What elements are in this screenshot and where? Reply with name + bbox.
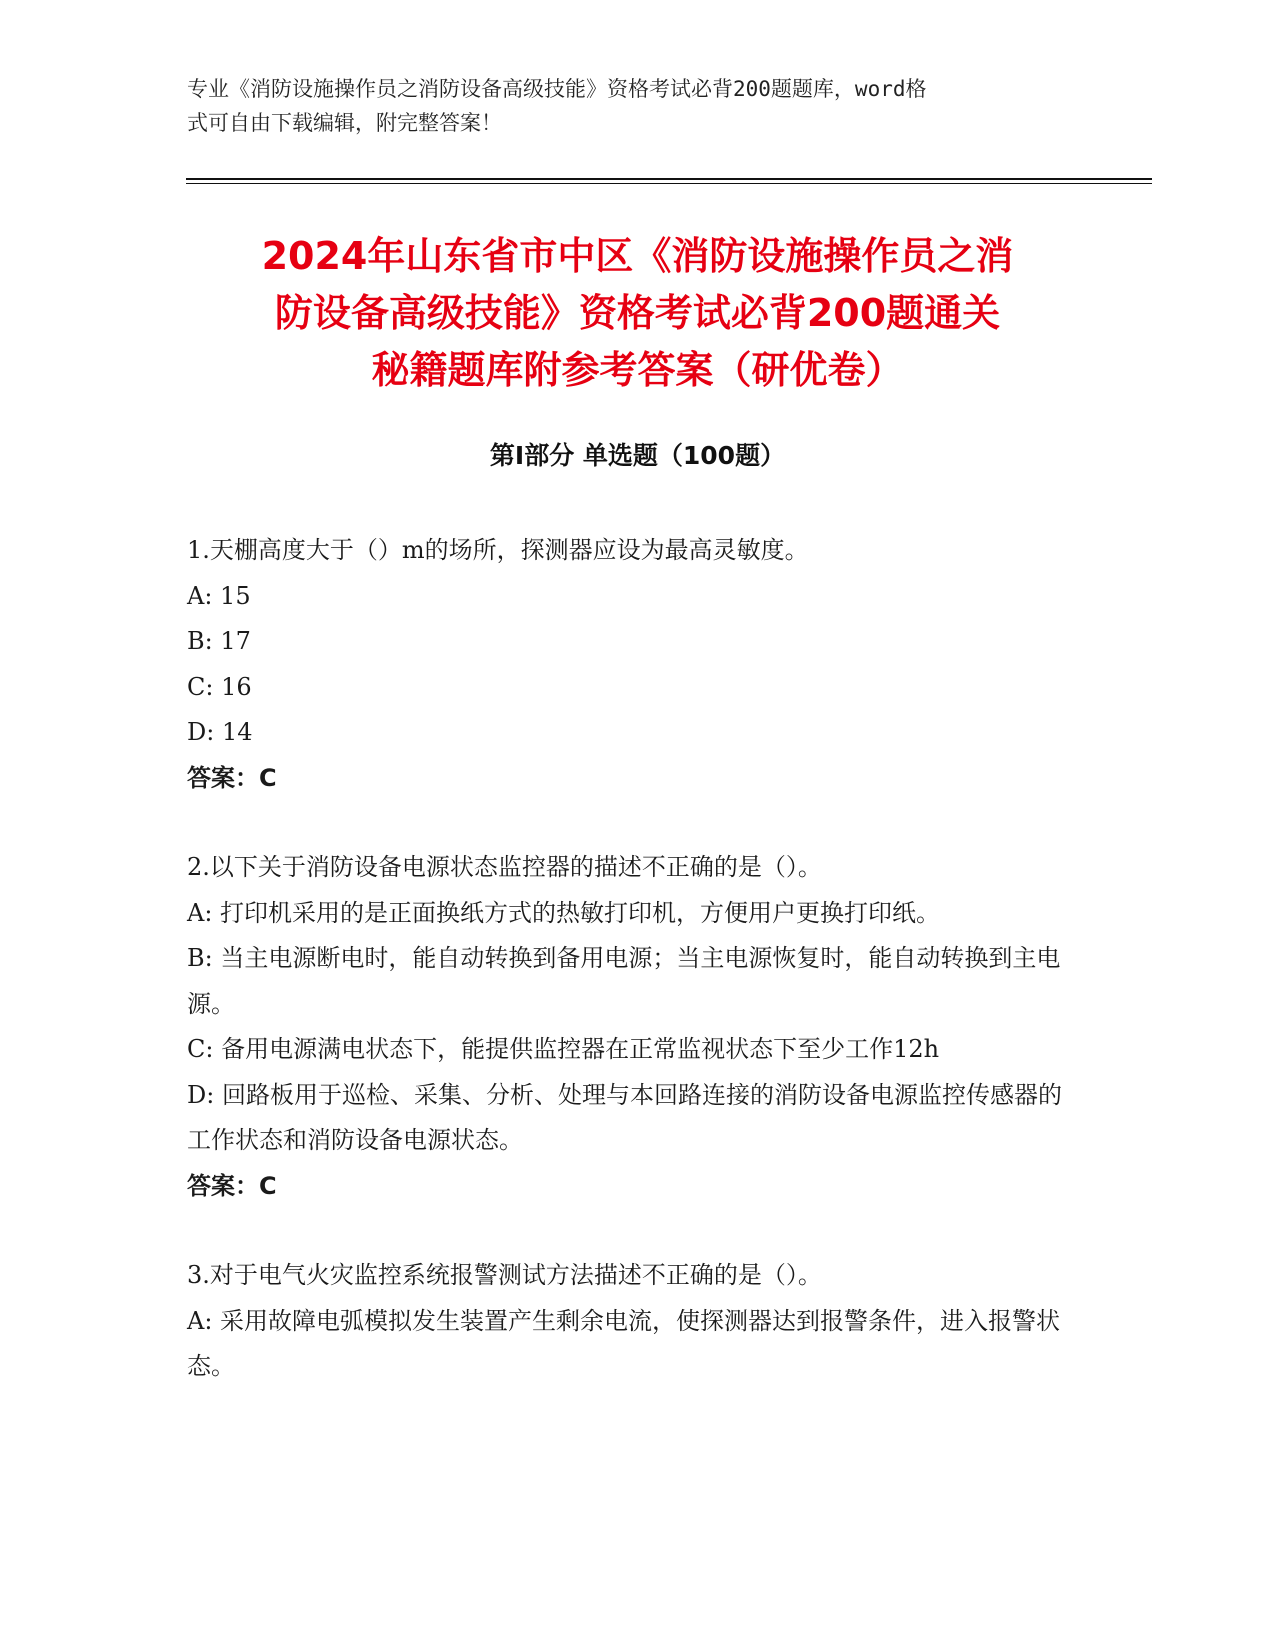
title-line-2: 防设备高级技能》资格考试必背200题通关 <box>274 291 1001 335</box>
header-divider-thick <box>186 178 1152 180</box>
question-2 <box>187 845 1082 1209</box>
section-heading: 第Ⅰ部分 单选题（100题） <box>489 441 786 470</box>
question-list <box>187 528 1082 1434</box>
option-d: D: 回路板用于巡检、采集、分析、处理与本回路连接的消防设备电源监控传感器的工作状态和消防设备电源状态。 <box>187 1080 1062 1154</box>
answer: 答案：C <box>187 763 277 792</box>
option-a: A: 打印机采用的是正面换纸方式的热敏打印机，方便用户更换打印纸。 <box>187 898 941 927</box>
question-1 <box>187 528 1082 801</box>
header-line-2: 式可自由下载编辑，附完整答案！ <box>187 111 502 135</box>
option-d: D: 14 <box>187 718 253 746</box>
header-line-1: 专业《消防设施操作员之消防设备高级技能》资格考试必背200题题库，word格 <box>187 77 927 101</box>
option-c: C: 备用电源满电状态下，能提供监控器在正常监视状态下至少工作12h <box>187 1035 940 1063</box>
option-c: C: 16 <box>187 672 252 701</box>
question-stem: 2.以下关于消防设备电源状态监控器的描述不正确的是（）。 <box>187 853 822 881</box>
option-b: B: 当主电源断电时，能自动转换到备用电源；当主电源恢复时，能自动转换到主电源。 <box>187 944 1061 1018</box>
answer: 答案：C <box>187 1171 277 1200</box>
question-3 <box>187 1253 1082 1390</box>
option-a: A: 15 <box>187 581 251 610</box>
header-divider-thin <box>186 183 1152 184</box>
title-line-1: 2024年山东省市中区《消防设施操作员之消 <box>261 234 1014 278</box>
question-stem: 3.对于电气火灾监控系统报警测试方法描述不正确的是（）。 <box>187 1261 822 1289</box>
option-a: A: 采用故障电弧模拟发生装置产生剩余电流，使探测器达到报警条件，进入报警状态。 <box>187 1306 1061 1380</box>
option-b: B: 17 <box>187 627 251 655</box>
title-line-3: 秘籍题库附参考答案（研优卷） <box>371 348 904 392</box>
document-title <box>150 228 1125 399</box>
document-header <box>187 72 1067 140</box>
question-stem: 1.天棚高度大于（）m的场所，探测器应设为最高灵敏度。 <box>187 536 809 564</box>
